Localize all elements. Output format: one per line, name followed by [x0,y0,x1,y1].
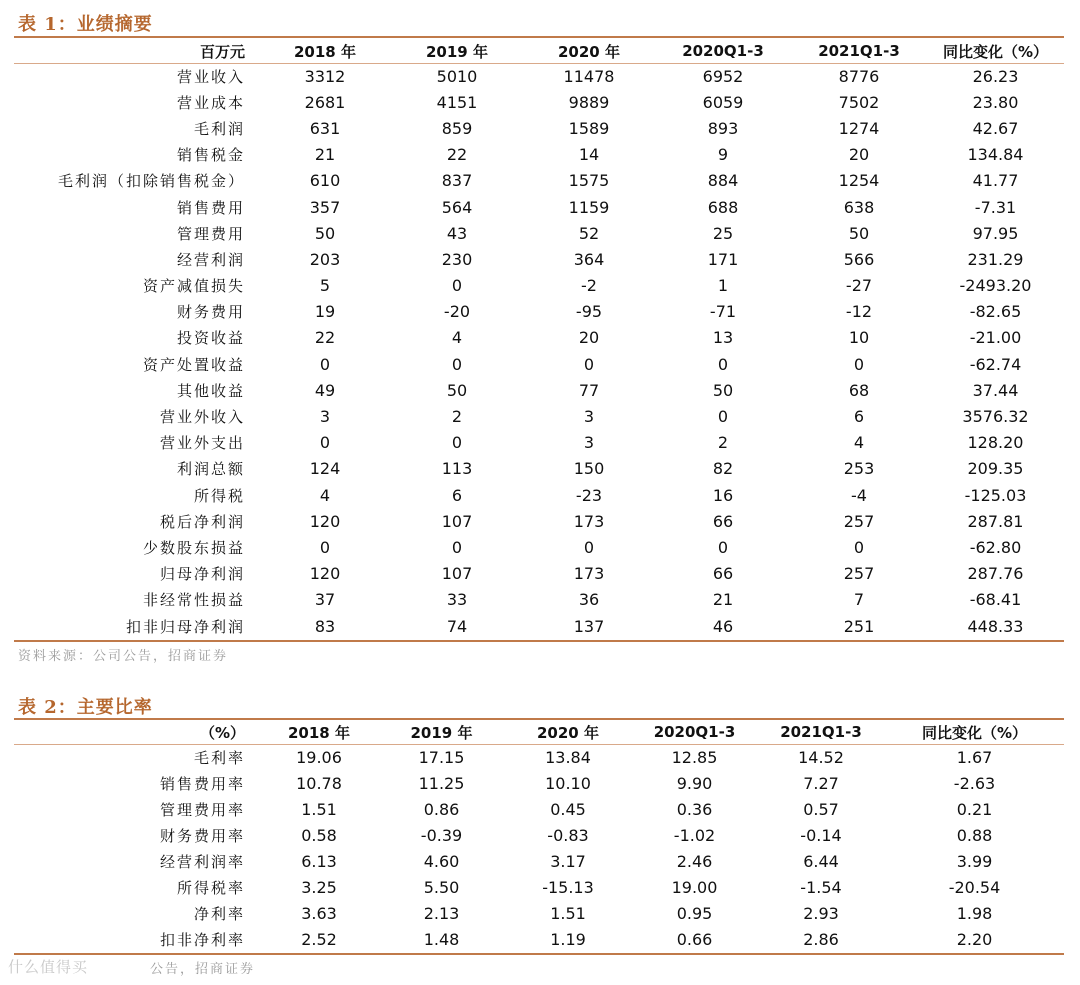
table1-cell: -2493.20 [959,276,1032,296]
table1-row-label: 其他收益 [176,381,245,400]
table1-source: 资料来源：公司公告，招商证券 [18,649,229,664]
table1-cell: -62.80 [969,537,1022,557]
table1-cell: 21 [712,590,734,610]
table2-row [14,796,1064,822]
table1-cell: -7.31 [974,197,1017,217]
table1-cell: 631 [309,118,341,138]
table1-row-label: 扣非归母净利润 [125,617,245,636]
table1-row-label: 资产减值损失 [142,277,245,296]
table1-row-label: 财务费用 [176,303,245,322]
table1-header-cell: 2018 年 [294,42,356,61]
table1-cell: -21.00 [969,328,1022,348]
table2-cell: 2.52 [301,930,337,950]
table1-cell: 50 [314,223,336,243]
table1-row-label: 销售费用 [176,198,245,217]
table1-cell: 50 [848,223,870,243]
table2-cell: 1.98 [956,904,993,924]
table2-cell: 0.95 [676,904,713,924]
table1-row-label: 少数股东损益 [142,538,245,557]
table2-header-cell: 2021Q1-3 [780,723,862,741]
table1-cell: 7502 [838,92,880,112]
table1-cell: 37 [314,590,336,610]
table2-cell: 6.13 [301,851,337,871]
table1-cell: 173 [573,511,605,531]
table1-cell: 0 [717,354,729,374]
table1-cell: 893 [707,118,739,138]
table1-cell: 42.67 [972,118,1019,138]
table1-cell: 43 [446,223,468,243]
table1-cell: -82.65 [969,302,1022,322]
table1-cell: -95 [575,302,603,322]
table2-header-cell: 2020 年 [537,723,599,742]
table2-row-label: 毛利率 [193,748,245,767]
table1-cell: 4 [319,485,331,505]
table1-header-cell: 2019 年 [426,42,488,61]
table1-cell: 19 [314,302,336,322]
table2-source: 公告，招商证券 [150,962,256,977]
table1-cell: 257 [843,564,875,584]
table2-row-label: 净利率 [193,905,245,924]
table1-cell: 0 [319,537,331,557]
table1-cell: 3 [583,433,595,453]
table1-cell: 128.20 [967,433,1024,453]
table1-row [14,456,1064,482]
table1-cell: 1274 [838,118,880,138]
table1-row-label: 投资收益 [176,329,245,348]
table2-row-label: 经营利润率 [159,852,245,871]
table1-cell: 364 [573,249,605,269]
table1-header-cell: 同比变化（%） [942,42,1049,61]
table1-row-label: 营业成本 [176,93,245,112]
table1-cell: 68 [848,380,870,400]
table1-row [14,482,1064,508]
table2-header-cell: （%） [199,723,245,742]
table1-cell: 230 [441,249,473,269]
table1-row-label: 资产处置收益 [142,355,245,374]
table1-cell: -71 [709,302,737,322]
table1-cell: 287.76 [967,564,1024,584]
table1-row-label: 毛利润 [193,119,245,138]
table1-cell: 1575 [568,171,610,191]
table2-cell: -2.63 [953,773,996,793]
table2-row-label: 销售费用率 [159,774,245,793]
table1-header-cell: 百万元 [199,42,245,61]
table1-cell: 1159 [568,197,610,217]
table1-cell: 0 [451,354,463,374]
table1-cell: 0 [319,433,331,453]
table1-row [14,220,1064,246]
table1-cell: -23 [575,485,603,505]
table1-cell: 4151 [436,92,478,112]
table2-row-label: 所得税率 [176,879,245,898]
table1-cell: -27 [845,276,873,296]
table1-cell: 20 [578,328,600,348]
table2 [14,720,1064,953]
table1-cell: 0 [451,276,463,296]
table1-cell: 41.77 [972,171,1019,191]
table2-cell: 3.25 [301,878,337,898]
table1-cell: 6 [853,407,865,427]
table1-cell: 0 [451,537,463,557]
table1-cell: 0 [853,354,865,374]
table2-cell: 12.85 [671,747,718,767]
table2-header-cell: 2020Q1-3 [653,723,736,741]
table1-cell: 3312 [304,66,346,86]
table1-row [14,325,1064,351]
table2-cell: 9.90 [676,773,713,793]
table1-cell: 2 [451,407,463,427]
table1-row [14,351,1064,377]
table2-cell: 2.20 [956,930,993,950]
table1-cell: 8776 [838,66,880,86]
table2-cell: 19.06 [296,747,342,767]
table1-cell: 22 [314,328,336,348]
table2-cell: 1.67 [956,747,993,767]
table1-cell: 257 [843,511,875,531]
table1-cell: -62.74 [969,354,1022,374]
table2-cell: 5.50 [423,878,460,898]
table2-cell: 11.25 [418,773,465,793]
table2-row-label: 财务费用率 [159,826,245,845]
table1-cell: 564 [441,197,473,217]
table1-cell: 36 [578,590,600,610]
table1-cell: 253 [843,459,875,479]
table1-row [14,142,1064,168]
table1-cell: 6952 [702,66,744,86]
table2-cell: 1.19 [550,930,586,950]
table1-cell: -4 [851,485,867,505]
table1-row-label: 税后净利润 [159,512,245,531]
table2-header-row [14,720,1064,744]
table1-title: 表 1：业绩摘要 [18,14,153,35]
table1-row [14,115,1064,141]
table1-cell: 97.95 [972,223,1019,243]
table1-row-label: 管理费用 [176,224,245,243]
table1-row [14,194,1064,220]
table2-cell: 0.66 [676,930,713,950]
table1-row [14,273,1064,299]
table1-cell: 10 [848,328,870,348]
table2-cell: 14.52 [798,747,844,767]
table1-top-rule [14,36,1064,38]
table1-row-label: 非经常性损益 [142,591,245,610]
table2-cell: 0.86 [423,799,460,819]
table1-row-label: 销售税金 [176,146,245,165]
table1-row [14,168,1064,194]
table1-cell: 1589 [568,118,610,138]
table1-row-label: 利润总额 [176,460,245,479]
table1-cell: 120 [309,511,341,531]
table1-cell: 14 [578,145,600,165]
table1-cell: 203 [309,249,341,269]
table1-header-cell: 2020Q1-3 [682,42,764,60]
table1-cell: -2 [581,276,597,296]
table1-cell: 50 [446,380,468,400]
table1-row [14,89,1064,115]
table1-cell: 4 [451,328,463,348]
table2-cell: 0.57 [803,799,839,819]
table1-cell: 638 [843,197,875,217]
table1-cell: 688 [707,197,739,217]
table2-cell: -15.13 [542,878,594,898]
table1-row [14,561,1064,587]
table1-row [14,299,1064,325]
table1-cell: 0 [583,537,595,557]
table1-cell: 287.81 [967,511,1024,531]
table1-cell: 0 [319,354,331,374]
table1-header-cell: 2021Q1-3 [818,42,900,60]
table1-cell: 52 [578,223,600,243]
table1-row-label: 毛利润（扣除销售税金） [57,172,245,191]
table1-cell: 0 [853,537,865,557]
table1-cell: 0 [717,407,729,427]
table2-cell: 3.99 [956,851,993,871]
table1-cell: 11478 [563,66,615,86]
table1-cell: 20 [848,145,870,165]
table1-cell: 26.23 [972,66,1019,86]
table1-cell: 837 [441,171,473,191]
table1-cell: 2681 [304,92,346,112]
table1-cell: 124 [309,459,341,479]
table2-cell: 0.21 [956,799,993,819]
table2-row [14,770,1064,796]
table1-cell: 884 [707,171,739,191]
table1-row [14,430,1064,456]
table1-cell: 3 [319,407,331,427]
table1-row-label: 营业外支出 [159,434,245,453]
table1-cell: 83 [314,616,336,636]
table1-cell: -125.03 [964,485,1027,505]
table1-cell: 77 [578,380,600,400]
table2-cell: 1.51 [550,904,586,924]
table2-header-cell: 2018 年 [288,723,350,742]
table1-row-label: 归母净利润 [159,565,245,584]
table1-cell: 173 [573,564,605,584]
table2-cell: 2.13 [423,904,460,924]
table2-cell: 2.46 [676,851,713,871]
table1-cell: 0 [717,537,729,557]
table1-header-rule [14,63,1064,64]
table1-header-cell: 2020 年 [558,42,620,61]
table2-bottom-rule [14,953,1064,955]
table2-cell: 0.88 [956,825,993,845]
table1-cell: -68.41 [969,590,1022,610]
table2-cell: 2.86 [803,930,839,950]
table1-row-label: 经营利润 [176,250,245,269]
table1-row [14,403,1064,429]
table2-row [14,874,1064,900]
table1-cell: 7 [853,590,865,610]
table1-row-label: 营业外收入 [159,408,245,427]
table1-cell: 3576.32 [962,407,1029,427]
table1-row-label: 所得税 [193,486,245,505]
table2-cell: -1.54 [800,878,842,898]
table1-cell: 2 [717,433,729,453]
table2-cell: 1.48 [423,930,460,950]
table1-cell: 82 [712,459,734,479]
table1-cell: 566 [843,249,875,269]
table1-cell: 1 [717,276,729,296]
table1-cell: 6059 [702,92,744,112]
table1-cell: 859 [441,118,473,138]
table2-cell: 19.00 [671,878,718,898]
table2-cell: 13.84 [545,747,591,767]
table1-row [14,508,1064,534]
table1-cell: 107 [441,564,473,584]
table2-row-label: 管理费用率 [159,800,245,819]
table2-row [14,822,1064,848]
table1-row [14,63,1064,89]
table1-row [14,613,1064,639]
table1-cell: 50 [712,380,734,400]
table1-cell: 113 [441,459,473,479]
table2-cell: 2.93 [803,904,839,924]
table1-cell: 25 [712,223,734,243]
table1-cell: 448.33 [967,616,1024,636]
table1-cell: 37.44 [972,380,1019,400]
table1-cell: 9889 [568,92,610,112]
table2-cell: -0.39 [420,825,463,845]
table2-row [14,901,1064,927]
table1-cell: 150 [573,459,605,479]
table2-row [14,927,1064,953]
table2-cell: 0.45 [550,799,586,819]
table2-cell: -0.14 [800,825,842,845]
table1-cell: 134.84 [967,145,1024,165]
table1-cell: 49 [314,380,336,400]
table1-cell: 357 [309,197,341,217]
table2-cell: 1.51 [301,799,337,819]
table1-cell: 23.80 [972,92,1019,112]
table2-header-cell: 同比变化（%） [921,723,1028,742]
table2-cell: 6.44 [803,851,839,871]
table1-row [14,534,1064,560]
table1-cell: 171 [707,249,739,269]
watermark: 什么值得买 [8,958,89,976]
table2-cell: 17.15 [418,747,465,767]
table1-row [14,246,1064,272]
table1-cell: 33 [446,590,468,610]
table2-cell: 3.63 [301,904,337,924]
table2-row-label: 扣非净利率 [159,931,245,950]
table1-cell: 120 [309,564,341,584]
table2-header-rule [14,744,1064,745]
table1-cell: 13 [712,328,734,348]
table2-row [14,744,1064,770]
table1-cell: 251 [843,616,875,636]
table2-row [14,848,1064,874]
table1-cell: 610 [309,171,341,191]
table1-cell: 74 [446,616,468,636]
table1-cell: 209.35 [967,459,1024,479]
table1-cell: 46 [712,616,734,636]
table1-row [14,587,1064,613]
table1-cell: 137 [573,616,605,636]
table1-cell: 21 [314,145,336,165]
table1-row [14,377,1064,403]
table2-title: 表 2：主要比率 [18,697,153,718]
table1-cell: 22 [446,145,468,165]
table1-cell: 66 [712,511,734,531]
table1-cell: 5010 [436,66,478,86]
table1-cell: 1254 [838,171,880,191]
table1-cell: 0 [451,433,463,453]
table1-header-row [14,39,1064,63]
table1-row-label: 营业收入 [176,67,245,86]
table2-header-cell: 2019 年 [410,723,473,742]
table2-cell: 0.36 [676,799,713,819]
table2-cell: 4.60 [423,851,460,871]
table1-cell: 6 [451,485,463,505]
table1-cell: 3 [583,407,595,427]
table2-cell: -20.54 [948,878,1001,898]
table2-cell: 7.27 [803,773,839,793]
table1-cell: 231.29 [967,249,1024,269]
table1-cell: 9 [717,145,729,165]
table1 [14,39,1064,639]
table2-cell: -0.83 [547,825,589,845]
table2-cell: 3.17 [550,851,586,871]
table1-cell: 107 [441,511,473,531]
table1-cell: -12 [845,302,873,322]
table1-cell: 0 [583,354,595,374]
table1-bottom-rule [14,640,1064,642]
table2-cell: -1.02 [673,825,716,845]
table1-cell: 66 [712,564,734,584]
table1-cell: 16 [712,485,734,505]
table2-cell: 10.10 [545,773,591,793]
table1-cell: 4 [853,433,865,453]
table1-cell: -20 [443,302,471,322]
table2-cell: 0.58 [301,825,337,845]
table2-cell: 10.78 [296,773,342,793]
table1-cell: 5 [319,276,331,296]
